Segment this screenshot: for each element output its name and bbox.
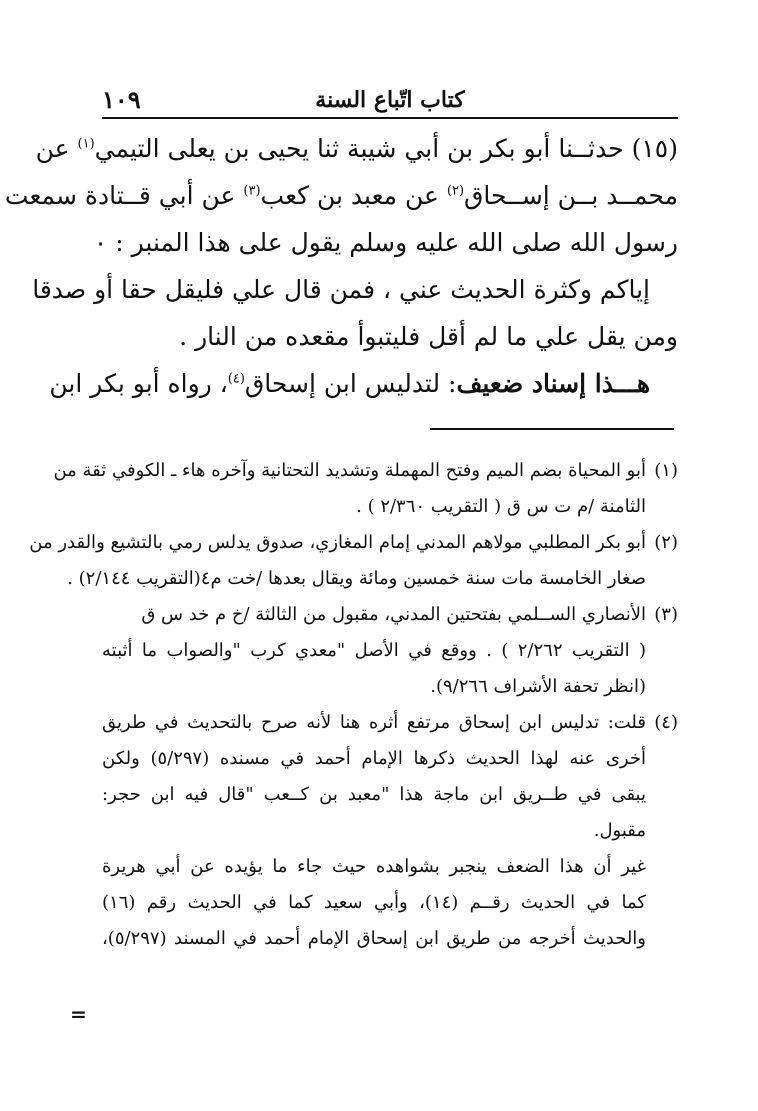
footnote-4: (٤) قلت: تدليس ابن إسحاق مرتفع أثره هنا لأنه صرح بالتحديث في طريق أخرى عنه لهذا الحديث ذكرها الإمام أحمد في مسنده (٥/٢٩٧) ولكن يبقى في طــريق ابن ماجة هذا "معبد بن كــعب "قال فيه ابن حجر: مقبول.	[102, 712, 678, 841]
page-header	[102, 85, 678, 119]
footnote-divider	[430, 428, 674, 430]
continuation-mark: =	[70, 1002, 87, 1026]
main-line-6: هـــذا إسناد ضعيف: لتدليس ابن إسحاق$^{(٤)}$، رواه أبو بكر ابن	[49, 369, 650, 398]
running-title: كتاب اتّباع السنة	[315, 87, 465, 113]
page-number: ١٠٩	[102, 85, 141, 114]
footnotes	[29, 453, 678, 957]
main-line-4: إياكم وكثرة الحديث عني ، فمن قال علي فليقل حقا أو صدقا	[32, 275, 650, 304]
footnote-continuation: غير أن هذا الضعف ينجبر بشواهده حيث جاء ما يؤيده عن أبي هريرة كما في الحديث رقــم (١٤)، وأبي سعيد كما في الحديث رقم (١٦) والحديث أخرجه من طريق ابن إسحاق الإمام أحمد في المسند (٥/٢٩٧)،	[102, 856, 646, 949]
main-text	[4, 125, 678, 407]
main-line-5: ومن يقل علي ما لم أقل فليتبوأ مقعده من النار .	[179, 322, 678, 351]
footnote-3: (٣) الأنصاري الســلمي بفتحتين المدني، مقبول من الثالثة /خ م خد س ق ( التقريب ٢/٢٦٢ ) . ووقع في الأصل "معدي كرب "والصواب ما أثبته (انظر تحفة الأشراف ٩/٢٦٦).	[102, 604, 678, 697]
main-line-3: رسول الله صلى الله عليه وسلم يقول على هذا المنبر : ٠	[93, 228, 678, 257]
main-line-1: (١٥) حدثــنا أبو بكر بن أبي شيبة ثنا يحيى بن يعلى التيمي$^{(١)}$ عن	[35, 134, 678, 163]
footnote-1: (١) أبو المحياة بضم الميم وفتح المهملة وتشديد التحتانية وآخره هاء ـ الكوفي ثقة من الثامنة /م ت س ق ( التقريب ٢/٣٦٠ ) .	[53, 460, 678, 517]
header-rule	[102, 117, 678, 119]
main-line-2: محمــد بــن إســحاق$^{(٢)}$ عن معبد بن كعب$^{(٣)}$ عن أبي قــتادة سمعت	[4, 181, 678, 210]
footnote-2: (٢) أبو بكر المطلبي مولاهم المدني إمام المغازي، صدوق يدلس رمي بالتشيع والقدر من صغار الخامسة مات سنة خمسين ومائة ويقال بعدها /خت م٤(التقريب ٢/١٤٤) .	[29, 532, 678, 589]
isnad-ruling: هـــذا إسناد ضعيف	[456, 369, 650, 398]
